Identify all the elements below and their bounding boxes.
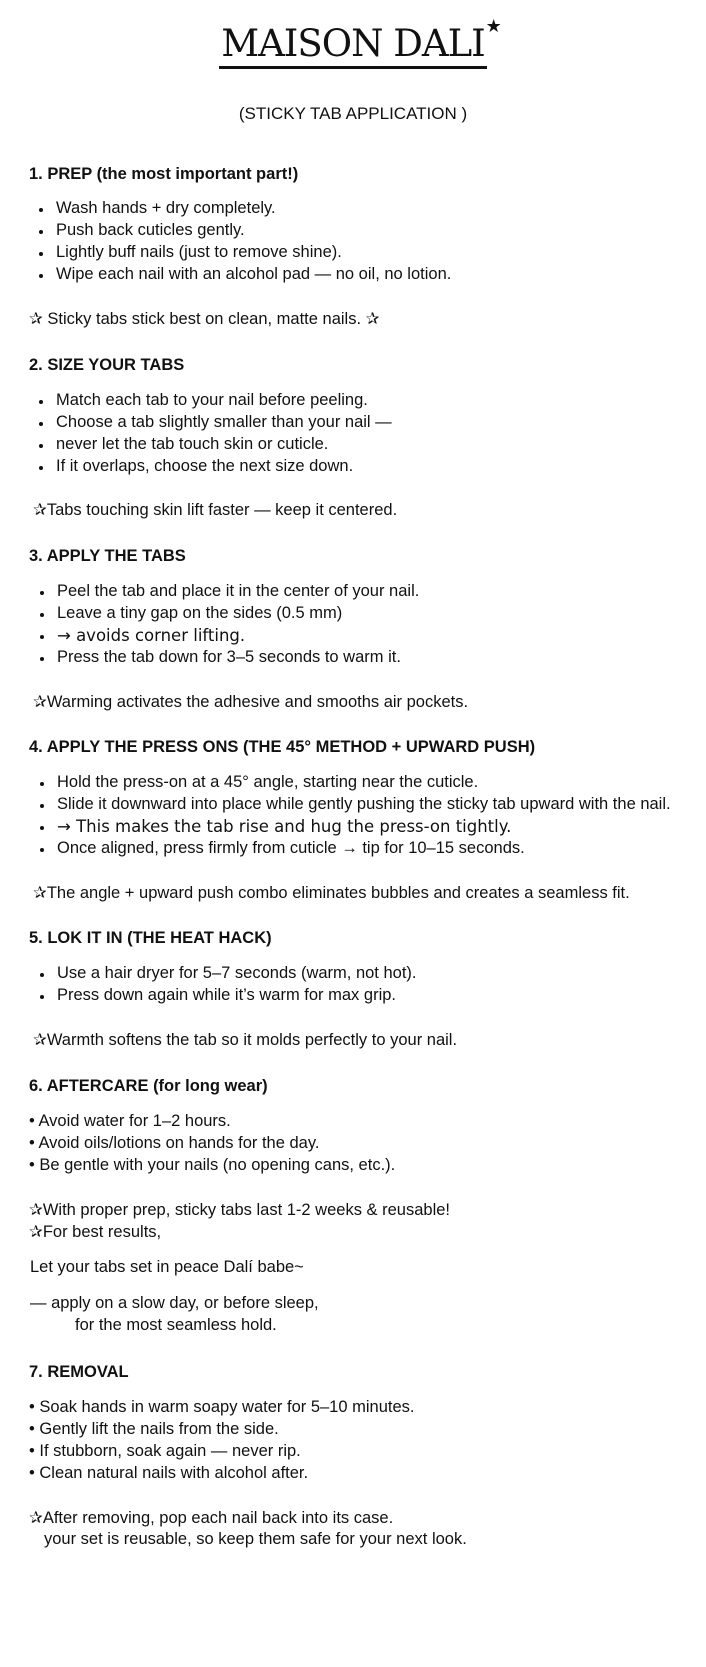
- tip-text: ✰Warming activates the adhesive and smooths air pockets.: [33, 693, 469, 711]
- list-item: Wipe each nail with an alcohol pad — no oil, no lotion.: [56, 265, 452, 283]
- section-heading-apply-tabs: 3. APPLY THE TABS: [29, 547, 186, 565]
- list-item: • Clean natural nails with alcohol after.: [29, 1464, 309, 1482]
- tip-text: ✰Tabs touching skin lift faster — keep it centered.: [33, 501, 398, 519]
- section-heading-heat-hack: 5. LOK IT IN (THE HEAT HACK): [29, 929, 272, 947]
- brand-name: MAISON DALI: [221, 22, 485, 65]
- list-item: Use a hair dryer for 5–7 seconds (warm, not hot).: [57, 964, 417, 982]
- list-item: Press the tab down for 3–5 seconds to warm it.: [57, 648, 401, 666]
- section-heading-removal: 7. REMOVAL: [29, 1363, 129, 1381]
- note-text: for the most seamless hold.: [75, 1316, 277, 1334]
- list-item: Slide it downward into place while gently pushing the sticky tab upward with the nail.: [57, 795, 671, 813]
- list-item: never let the tab touch skin or cuticle.: [56, 435, 329, 453]
- list-item: Push back cuticles gently.: [56, 221, 245, 239]
- list-item: Peel the tab and place it in the center of your nail.: [57, 582, 420, 600]
- list-item: Once aligned, press firmly from cuticle → tip for 10–15 seconds.: [57, 839, 525, 857]
- list-item: • Gently lift the nails from the side.: [29, 1420, 279, 1438]
- list-item: Hold the press-on at a 45° angle, starting near the cuticle.: [57, 773, 479, 791]
- list-item: If it overlaps, choose the next size down.: [56, 457, 354, 475]
- list-item: Lightly buff nails (just to remove shine).: [56, 243, 342, 261]
- section-heading-aftercare: 6. AFTERCARE (for long wear): [29, 1077, 268, 1095]
- list-item: Wash hands + dry completely.: [56, 199, 276, 217]
- list-item: • Be gentle with your nails (no opening cans, etc.).: [29, 1156, 396, 1174]
- note-text: — apply on a slow day, or before sleep,: [30, 1294, 319, 1312]
- section-heading-size: 2. SIZE YOUR TABS: [29, 356, 185, 374]
- tip-text: your set is reusable, so keep them safe for your next look.: [44, 1530, 467, 1548]
- tip-text: ✰After removing, pop each nail back into its case.: [29, 1509, 394, 1527]
- tip-text: ✰ Sticky tabs stick best on clean, matte nails. ✰: [29, 310, 380, 328]
- list-item: • Avoid water for 1–2 hours.: [29, 1112, 231, 1130]
- tip-text: ✰For best results,: [29, 1223, 162, 1241]
- note-text: Let your tabs set in peace Dalí babe~: [30, 1258, 304, 1276]
- section-heading-prep: 1. PREP (the most important part!): [29, 165, 299, 183]
- list-item: Leave a tiny gap on the sides (0.5 mm): [57, 604, 343, 622]
- tip-text: ✰With proper prep, sticky tabs last 1-2 weeks & reusable!: [29, 1201, 450, 1219]
- list-item: • If stubborn, soak again — never rip.: [29, 1442, 301, 1460]
- list-item: → This makes the tab rise and hug the press-on tightly.: [57, 817, 512, 836]
- page-subtitle: (STICKY TAB APPLICATION ): [238, 104, 468, 123]
- list-item: Press down again while it’s warm for max grip.: [57, 986, 396, 1004]
- star-icon: ★: [485, 16, 501, 37]
- list-item: • Avoid oils/lotions on hands for the day.: [29, 1134, 320, 1152]
- section-heading-press-ons: 4. APPLY THE PRESS ONS (THE 45° METHOD + UPWARD PUSH): [29, 738, 536, 756]
- tip-text: ✰Warmth softens the tab so it molds perfectly to your nail.: [33, 1031, 458, 1049]
- list-item: Choose a tab slightly smaller than your nail —: [56, 413, 392, 431]
- list-item: Match each tab to your nail before peeling.: [56, 391, 368, 409]
- brand-logo: [219, 16, 501, 69]
- list-item: • Soak hands in warm soapy water for 5–10 minutes.: [29, 1398, 415, 1416]
- brand-header: [0, 16, 706, 69]
- list-item: → avoids corner lifting.: [57, 626, 246, 645]
- tip-text: ✰The angle + upward push combo eliminates bubbles and creates a seamless fit.: [33, 884, 630, 902]
